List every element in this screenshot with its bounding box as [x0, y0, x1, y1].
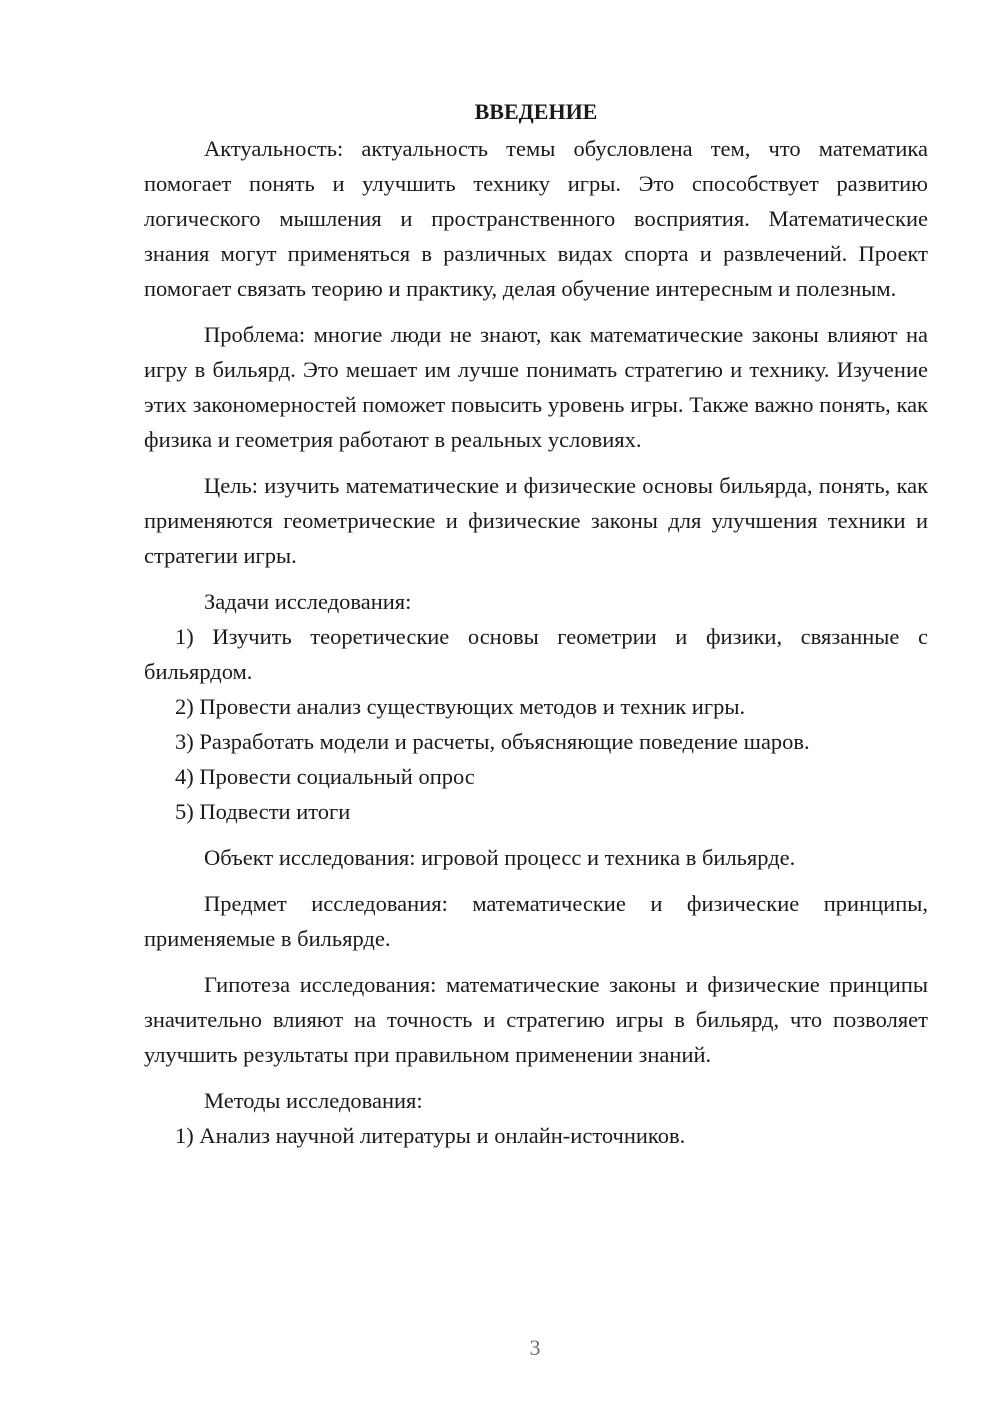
document-body: [144, 94, 928, 1153]
hypothesis-paragraph: Гипотеза исследования: математические законы и физические принципы значительно влияют на точность и стратегию игры в бильярд, что позволяет улучшить результаты при правильном применении знаний.: [144, 972, 928, 1067]
goal-paragraph: Цель: изучить математические и физические основы бильярда, понять, как применяются геометрические и физические законы для улучшения техники и стратегии игры.: [144, 473, 928, 568]
page-number: 3: [529, 1335, 541, 1360]
methods-heading: Методы исследования:: [204, 1088, 423, 1113]
subject-paragraph: Предмет исследования: математические и физические принципы, применяемые в бильярде.: [144, 891, 928, 951]
object-paragraph: Объект исследования: игровой процесс и техника в бильярде.: [204, 845, 796, 870]
task-item-2: 2) Провести анализ существующих методов и техник игры.: [175, 694, 746, 719]
problem-paragraph: Проблема: многие люди не знают, как математические законы влияют на игру в бильярд. Это мешает им лучше понимать стратегию и технику. Изучение этих закономерностей поможет повысить уровень игры. Также важно понять, как физика и геометрия работают в реальных условиях.: [144, 322, 928, 452]
relevance-paragraph: Актуальность: актуальность темы обусловлена тем, что математика помогает понять и улучшить технику игры. Это способствует развитию логического мышления и пространственного восприятия. Математические знания могут применяться в различных видах спорта и развлечений. Проект помогает связать теорию и практику, делая обучение интересным и полезным.: [144, 136, 928, 301]
task-item-5: 5) Подвести итоги: [175, 799, 351, 824]
method-item-1: 1) Анализ научной литературы и онлайн-источников.: [175, 1123, 686, 1148]
tasks-heading: Задачи исследования:: [204, 589, 412, 614]
task-item-4: 4) Провести социальный опрос: [175, 764, 475, 789]
task-item-1: 1) Изучить теоретические основы геометрии и физики, связанные с бильярдом.: [144, 624, 928, 684]
page-title: ВВЕДЕНИЕ: [474, 99, 598, 124]
task-item-3: 3) Разработать модели и расчеты, объясняющие поведение шаров.: [175, 729, 810, 754]
